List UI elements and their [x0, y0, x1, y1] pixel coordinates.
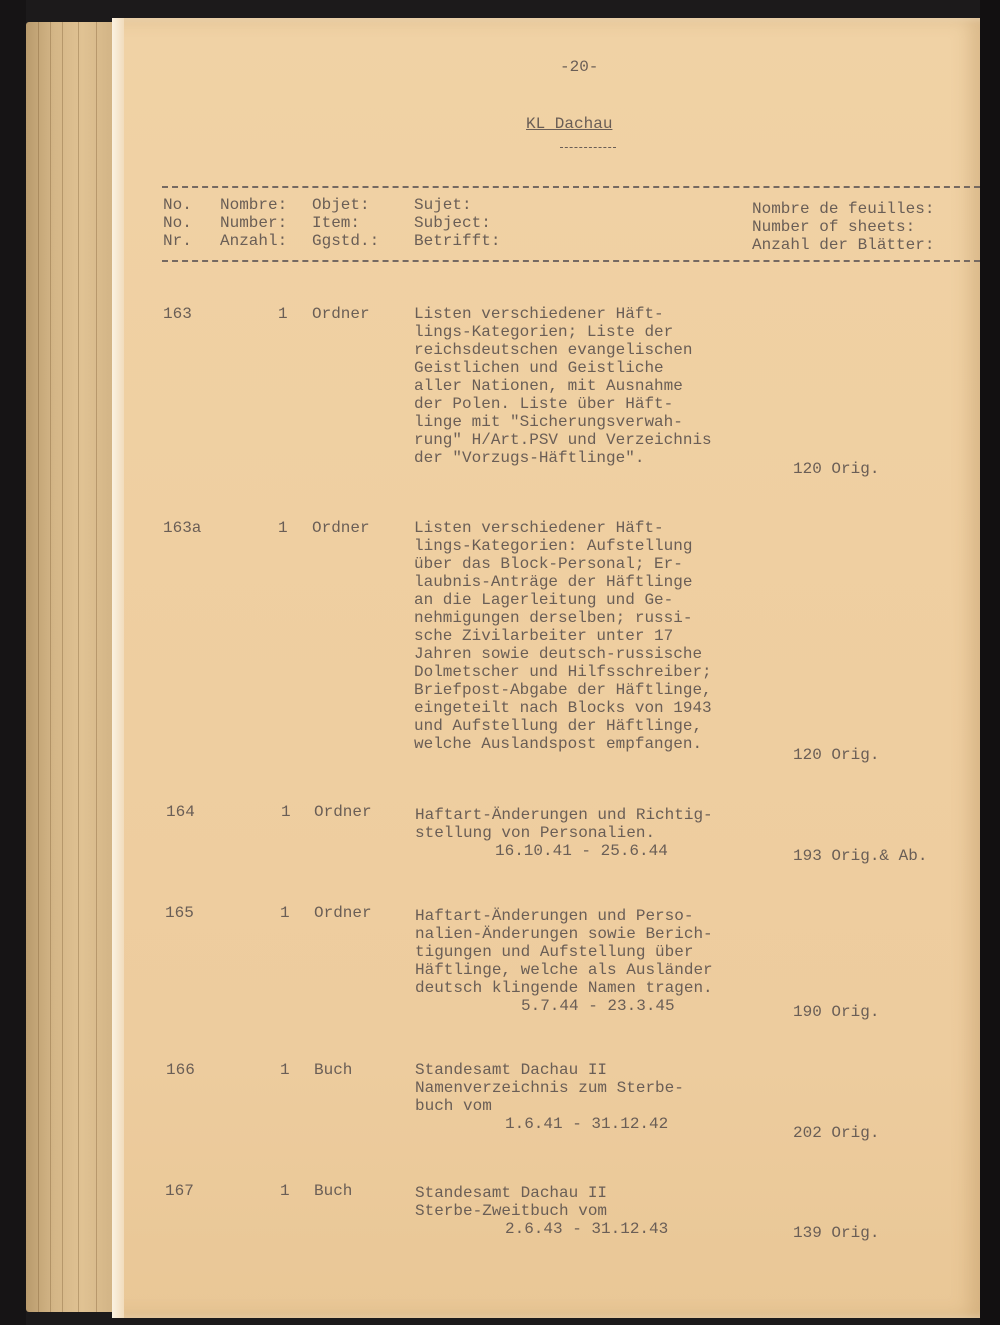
page-edge	[112, 18, 124, 1318]
entry-count: 1	[280, 1182, 290, 1200]
title-underline	[560, 147, 616, 148]
page-stack-edge	[26, 22, 120, 1312]
page-number: -20-	[560, 58, 599, 76]
entry-number: 165	[165, 904, 194, 922]
entry-sheets: 193 Orig.& Ab.	[793, 847, 928, 865]
entry-sheets: 120 Orig.	[793, 746, 880, 764]
entry-type: Buch	[314, 1182, 353, 1200]
entry-description: Standesamt Dachau II Namenverzeichnis zum Sterbe- buch vom 1.6.41 - 31.12.42	[415, 1061, 684, 1133]
entry-type: Ordner	[312, 519, 370, 537]
header-count: Nombre: Number: Anzahl:	[220, 196, 288, 250]
binder-left	[0, 0, 26, 1325]
header-bottom-rule	[162, 260, 980, 262]
entry-dates: 1.6.41 - 31.12.42	[505, 1115, 669, 1133]
entry-count: 1	[278, 305, 288, 323]
entry-dates: 16.10.41 - 25.6.44	[495, 842, 668, 860]
entry-count: 1	[278, 519, 288, 537]
header-subject: Sujet: Subject: Betrifft:	[414, 196, 501, 250]
entry-sheets: 120 Orig.	[793, 460, 880, 478]
entry-sheets: 202 Orig.	[793, 1124, 880, 1142]
entry-sheets: 139 Orig.	[793, 1224, 880, 1242]
header-no: No. No. Nr.	[163, 196, 192, 250]
entry-sheets: 190 Orig.	[793, 1003, 880, 1021]
entry-type: Ordner	[312, 305, 370, 323]
entry-dates: 2.6.43 - 31.12.43	[505, 1220, 669, 1238]
entry-description: Listen verschiedener Häft- lings-Kategorien: Aufstellung über das Block-Personal; Er- laubnis-Anträge der Häftlinge an die Lagerleitung und Ge- nehmigungen derselben; russi- sche Zivilarbeiter unter 17 Jahren sowie deutsch-russische Dolmetscher und Hilfsschreiber; Briefpost-Abgabe der Häftlinge, eingeteilt nach Blocks von 1943 und Aufstellung der Häftlinge, welche Auslandspost empfangen.	[414, 519, 712, 753]
entry-description: Haftart-Änderungen und Perso- nalien-Änderungen sowie Berich- tigungen und Aufstellung über Häftlinge, welche als Ausländer deutsch klingende Namen tragen. 5.7.44 - 23.3.45	[415, 907, 713, 1015]
entry-description: Listen verschiedener Häft- lings-Kategorien; Liste der reichsdeutschen evangelischen Geistlichen und Geistliche aller Nationen, mit Ausnahme der Polen. Liste über Häft- linge mit "Sicherungsverwah- rung" H/Art.PSV und Verzeichnis der "Vorzugs-Häftlinge".	[414, 305, 712, 467]
entry-type: Ordner	[314, 803, 372, 821]
entry-number: 163a	[163, 519, 202, 537]
header-sheets: Nombre de feuilles: Number of sheets: Anzahl der Blätter:	[752, 200, 935, 254]
entry-number: 163	[163, 305, 192, 323]
header-object: Objet: Item: Ggstd.:	[312, 196, 380, 250]
entry-count: 1	[281, 803, 291, 821]
page-title: KL Dachau	[526, 115, 613, 133]
entry-number: 164	[166, 803, 195, 821]
entry-description: Standesamt Dachau II Sterbe-Zweitbuch vom 2.6.43 - 31.12.43	[415, 1184, 669, 1238]
entry-dates: 5.7.44 - 23.3.45	[521, 997, 675, 1015]
entry-number: 166	[166, 1061, 195, 1079]
entry-type: Buch	[314, 1061, 353, 1079]
entry-type: Ordner	[314, 904, 372, 922]
entry-number: 167	[165, 1182, 194, 1200]
header-top-rule	[162, 186, 980, 188]
entry-count: 1	[280, 1061, 290, 1079]
entry-description: Haftart-Änderungen und Richtig- stellung von Personalien. 16.10.41 - 25.6.44	[415, 806, 713, 860]
entry-count: 1	[280, 904, 290, 922]
binder-right	[980, 0, 1000, 1325]
